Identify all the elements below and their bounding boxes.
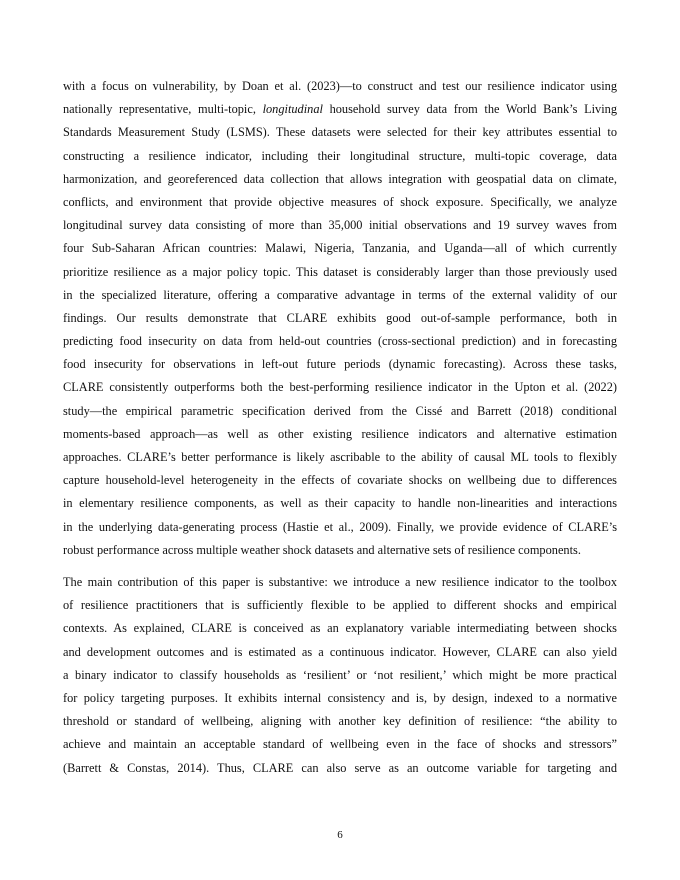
text-line: achieve and maintain an acceptable standard of wellbeing even in the face of shocks and stressors” — [63, 737, 617, 752]
text-line: for policy targeting purposes. It exhibits internal consistency and is, by design, indexed to a normative — [63, 690, 617, 705]
text-line: in elementary resilience components, as well as their capacity to handle non-linearities and interactions — [63, 496, 617, 511]
body-paragraph — [63, 75, 617, 562]
text-line — [63, 98, 617, 121]
text-line: threshold or standard of wellbeing, aligning with another key definition of resilience: “the ability to — [63, 714, 617, 729]
italic-text-run: longitudinal — [262, 102, 323, 117]
text-line: constructing a resilience indicator, including their longitudinal structure, multi-topic coverage, data — [63, 148, 617, 163]
text-line: in the underlying data-generating process (Hastie et al., 2009). Finally, we provide evidence of CLARE’s — [63, 519, 617, 534]
text-line: moments-based approach—as well as other existing resilience indicators and alternative estimation — [63, 426, 617, 441]
text-line: with a focus on vulnerability, by Doan et al. (2023)—to construct and test our resilience indicator using — [63, 79, 617, 93]
text-line: in the specialized literature, offering a comparative advantage in terms of the external validity of our — [63, 287, 617, 302]
text-line: of resilience practitioners that is sufficiently flexible to be applied to different shocks and empirical — [63, 598, 617, 613]
text-line: and development outcomes and is estimated as a continuous indicator. However, CLARE can also yield — [63, 644, 617, 659]
text-line: capture household-level heterogeneity in the effects of covariate shocks on wellbeing due to differences — [63, 473, 617, 488]
text-line: Standards Measurement Study (LSMS). These datasets were selected for their key attributes essential to — [63, 125, 617, 140]
text-line: a binary indicator to classify households as ‘resilient’ or ‘not resilient,’ which might be more practical — [63, 667, 617, 682]
text-line: longitudinal survey data consisting of more than 35,000 initial observations and 19 survey waves from — [63, 218, 617, 233]
text-line: food insecurity for observations in left-out future periods (dynamic forecasting). Across these tasks, — [63, 357, 617, 372]
page-number: 6 — [337, 829, 343, 841]
text-line: robust performance across multiple weather shock datasets and alternative sets of resilience components. — [63, 542, 581, 557]
text-line: (Barrett & Constas, 2014). Thus, CLARE can also serve as an outcome variable for targeting and — [63, 760, 617, 775]
text-line: findings. Our results demonstrate that CLARE exhibits good out-of-sample performance, both in — [63, 310, 617, 325]
text-line: harmonization, and georeferenced data collection that allows integration with geospatial data on climate, — [63, 171, 617, 186]
text-line: approaches. CLARE’s better performance is likely ascribable to the ability of causal ML tools to flexibly — [63, 450, 617, 464]
text-line: conflicts, and environment that provide objective measures of shock exposure. Specifically, we analyze — [63, 194, 617, 209]
text-run: nationally representative, multi-topic, — [63, 102, 263, 117]
text-line: prioritize resilience as a major policy topic. This dataset is considerably larger than those previously used — [63, 264, 617, 279]
text-line: CLARE consistently outperforms both the best-performing resilience indicator in the Upton et al. (2022) — [63, 380, 617, 395]
text-line: four Sub-Saharan African countries: Malawi, Nigeria, Tanzania, and Uganda—all of which currently — [63, 241, 617, 256]
text-line: study—the empirical parametric specification derived from the Cissé and Barrett (2018) conditional — [63, 403, 617, 418]
text-line: The main contribution of this paper is substantive: we introduce a new resilience indicator to the toolbox — [63, 575, 617, 589]
text-line: predicting food insecurity on data from held-out countries (cross-sectional prediction) and in forecasting — [63, 334, 617, 349]
body-paragraph — [63, 571, 617, 780]
text-run: household survey data from the World Bank’s Living — [322, 102, 617, 117]
text-line: contexts. As explained, CLARE is conceived as an explanatory variable intermediating between shocks — [63, 621, 617, 636]
